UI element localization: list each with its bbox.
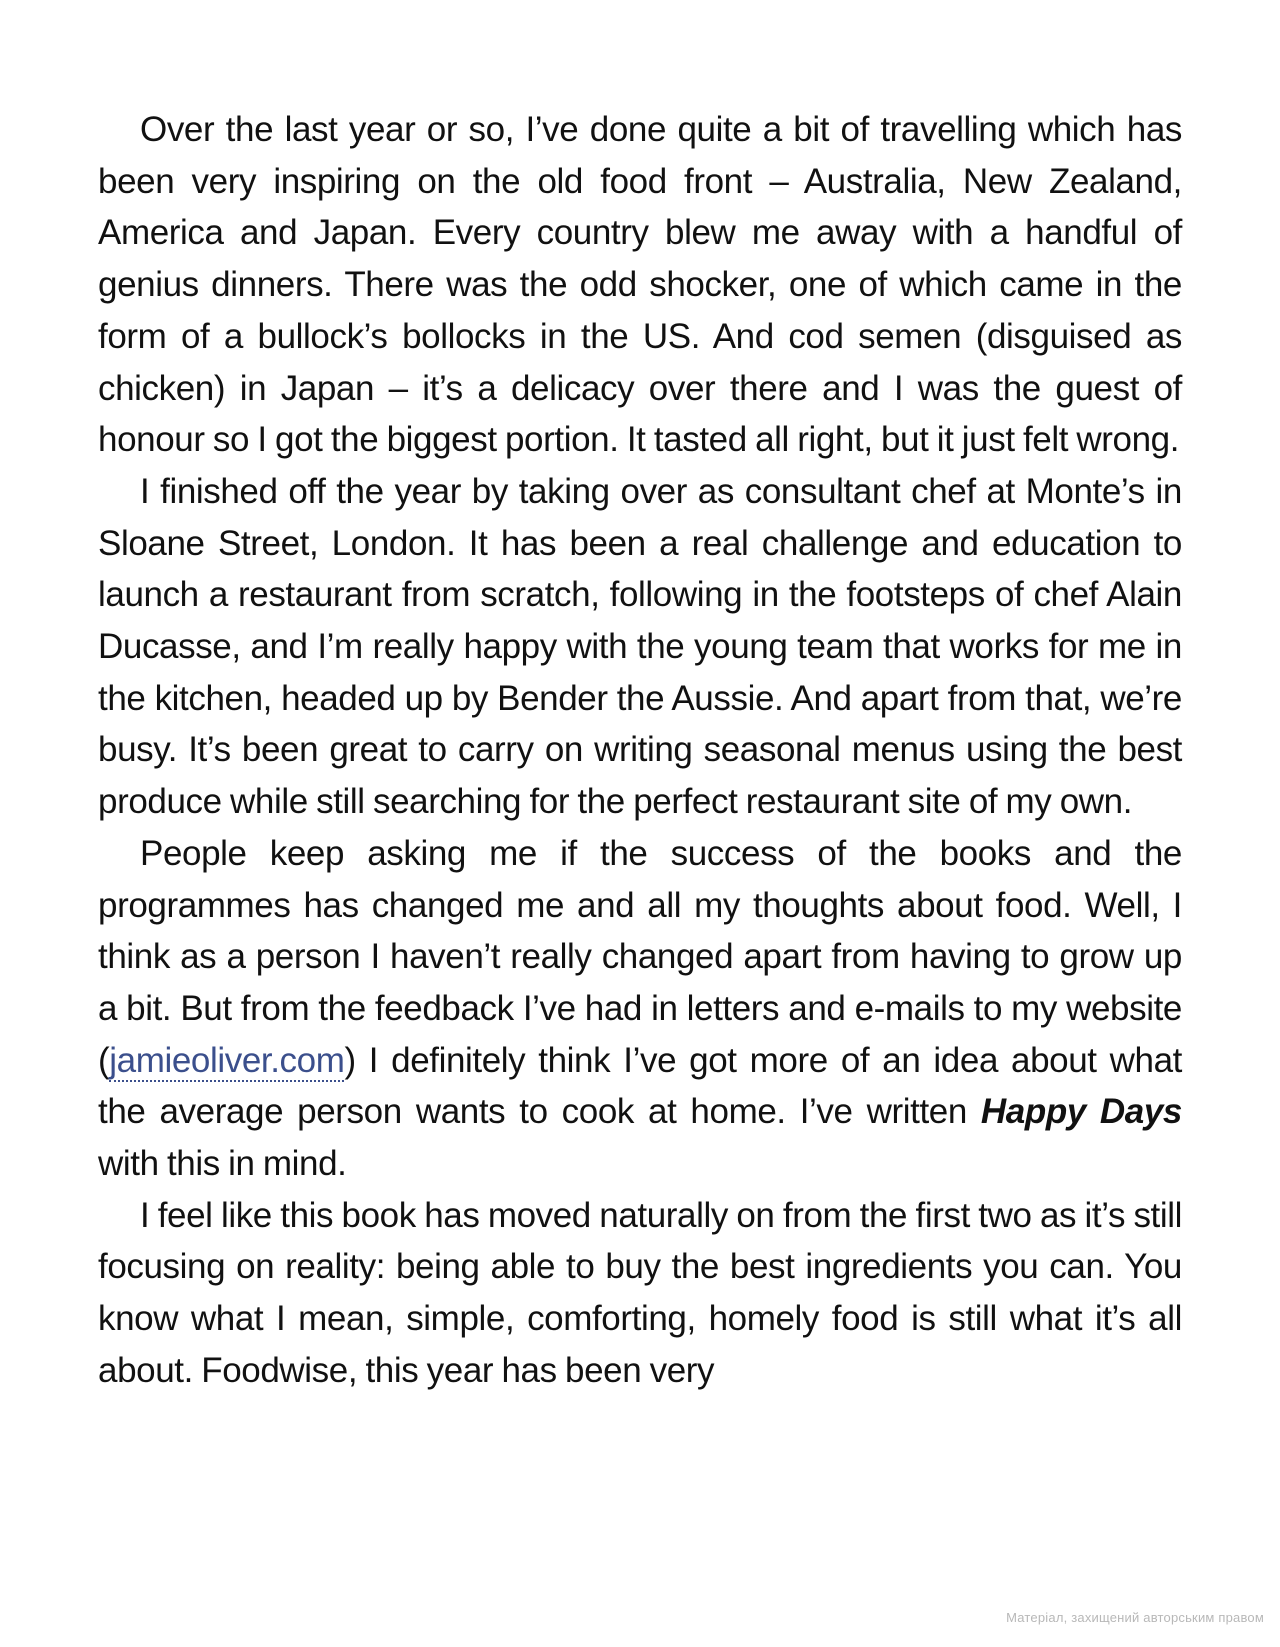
paragraph-feedback-text-1: People keep asking me if the success of the books and the programmes has changed me and all my thoughts about food. Well, I think as a person I haven’t really changed apart from having to grow up a bit. But from the feedback I’ve had in letters and e-mails to my website ( [98, 833, 1182, 1080]
page-body [98, 104, 1182, 1397]
book-title: Happy Days [980, 1092, 1182, 1132]
paragraph-reality: I feel like this book has moved naturally on from the first two as it’s still focusing on reality: being able to buy the best ingredients you can. You know what I mean, simple, comforting, homely food is still what it’s all about. Foodwise, this year has been very [98, 1195, 1182, 1390]
paragraph-feedback [98, 828, 1182, 1190]
paragraph-feedback-text-3: with this in mind. [98, 1144, 347, 1184]
paragraph-feedback-text-2: ) I definitely think I’ve got more of an idea about what the average person wants to cook at home. I’ve written [98, 1040, 1182, 1132]
website-link[interactable]: jamieoliver.com [109, 1040, 345, 1080]
paragraph-montes: I finished off the year by taking over as consultant chef at Monte’s in Sloane Street, London. It has been a real challenge and education to launch a restaurant from scratch, following in the footsteps of chef Alain Ducasse, and I’m really happy with the young team that works for me in the kitchen, headed up by Bender the Aussie. And apart from that, we’re busy. It’s been great to carry on writing seasonal menus using the best produce while still searching for the perfect restaurant site of my own. [98, 471, 1182, 822]
paragraph-travel: Over the last year or so, I’ve done quite a bit of travelling which has been very inspiring on the old food front – Australia, New Zealand, America and Japan. Every country blew me away with a handful of genius dinners. There was the odd shocker, one of which came in the form of a bullock’s bollocks in the US. And cod semen (disguised as chicken) in Japan – it’s a delicacy over there and I was the guest of honour so I got the biggest portion. It tasted all right, but it just felt wrong. [98, 110, 1182, 460]
copyright-watermark: Матеріал, захищений авторським правом [1006, 1610, 1264, 1625]
